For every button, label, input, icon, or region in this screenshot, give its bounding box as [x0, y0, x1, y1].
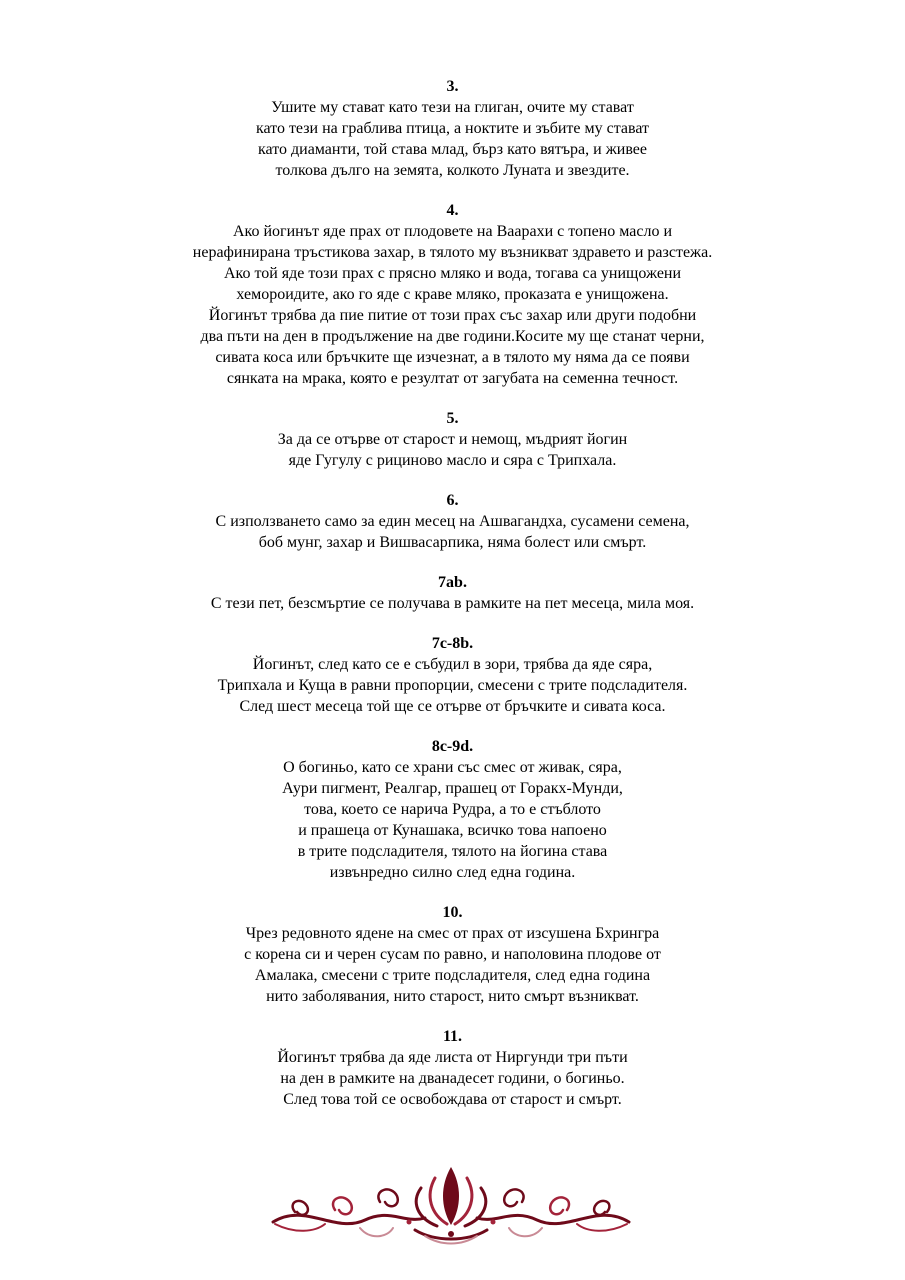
verse-number: 6.: [446, 492, 459, 509]
verse-8c-9d: [0, 736, 905, 883]
verse-number: 4.: [446, 202, 459, 219]
verse-line: Йогинът трябва да пие питие от този прах със захар или други подобни: [208, 307, 697, 324]
verse-line: Ако йогинът яде прах от плодовете на Ваарахи с топено масло и: [232, 223, 673, 240]
verse-number: 7c-8b.: [431, 635, 474, 652]
verse-line: сивата коса или бръчките ще изчезнат, а в тялото му няма да се появи: [215, 349, 690, 366]
verse-11: [0, 1026, 905, 1110]
verse-number: 3.: [446, 78, 459, 95]
verse-number: 8c-9d.: [431, 738, 474, 755]
verse-line: Трипхала и Куща в равни пропорции, смесени с трите подсладителя.: [217, 677, 688, 694]
verse-line: С тези пет, безсмъртие се получава в рамките на пет месеца, мила моя.: [210, 595, 695, 612]
verse-line: това, което се нарича Рудра, а то е стъблото: [304, 801, 601, 818]
verse-line: Ушите му стават като тези на глиган, очите му стават: [271, 99, 634, 116]
verse-line: като тези на граблива птица, а ноктите и зъбите му стават: [255, 120, 650, 137]
verse-line: с корена си и черен сусам по равно, и наполовина плодове от: [244, 946, 661, 963]
verse-line: и прашеца от Кунашака, всичко това напоено: [298, 822, 607, 839]
verse-number: 5.: [446, 410, 459, 427]
verse-5: [0, 408, 905, 471]
verse-number: 11.: [442, 1028, 463, 1045]
verse-line: като диаманти, той става млад, бърз като вятъра, и живее: [257, 141, 647, 158]
verse-line: два пъти на ден в продължение на две години.Косите му ще станат черни,: [200, 328, 705, 345]
verse-line: боб мунг, захар и Вишвасарпика, няма болест или смърт.: [258, 534, 647, 551]
verse-line: След това той се освобождава от старост и смърт.: [283, 1091, 622, 1108]
verse-line: толкова дълго на земята, колкото Луната и звездите.: [275, 162, 630, 179]
verse-7ab: [0, 572, 905, 614]
verse-number: 10.: [442, 904, 463, 921]
verse-line: Амалака, смесени с трите подсладителя, след една година: [254, 967, 651, 984]
verse-line: в трите подсладителя, тялото на йогина става: [297, 843, 608, 860]
verse-line: сянката на мрака, която е резултат от загубата на семенна течност.: [226, 370, 679, 387]
document-body: [0, 76, 905, 1129]
verse-line: Йогинът трябва да яде листа от Ниргунди три пъти: [277, 1049, 628, 1066]
verse-3: [0, 76, 905, 181]
verse-line: След шест месеца той ще се отърве от бръчките и сивата коса.: [239, 698, 666, 715]
verse-line: За да се отърве от старост и немощ, мъдрият йогин: [277, 431, 628, 448]
verse-line: Чрез редовното ядене на смес от прах от изсушена Бхрингра: [245, 925, 660, 942]
floral-ornament-icon: [265, 1162, 637, 1248]
verse-line: яде Гугулу с рициново масло и сяра с Трипхала.: [288, 452, 617, 469]
verse-10: [0, 902, 905, 1007]
verse-line: на ден в рамките на дванадесет години, о богиньо.: [280, 1070, 625, 1087]
verse-line: С използването само за един месец на Ашвагандха, сусамени семена,: [215, 513, 690, 530]
verse-4: [0, 200, 905, 389]
verse-7c-8b: [0, 633, 905, 717]
verse-line: нито заболявания, нито старост, нито смърт възникват.: [266, 988, 639, 1005]
verse-line: О богиньо, като се храни със смес от живак, сяра,: [283, 759, 622, 776]
verse-line: Аури пигмент, Реалгар, прашец от Горакх-Мунди,: [282, 780, 623, 797]
verse-number: 7ab.: [438, 574, 467, 591]
verse-line: Ако той яде този прах с прясно мляко и вода, тогава са унищожени: [223, 265, 682, 282]
verse-line: извънредно силно след една година.: [329, 864, 576, 881]
verse-6: [0, 490, 905, 553]
verse-line: Йогинът, след като се е събудил в зори, трябва да яде сяра,: [252, 656, 653, 673]
verse-line: нерафинирана тръстикова захар, в тялото му възникват здравето и разстежа.: [192, 244, 713, 261]
verse-line: хемороидите, ако го яде с краве мляко, проказата е унищожена.: [236, 286, 669, 303]
